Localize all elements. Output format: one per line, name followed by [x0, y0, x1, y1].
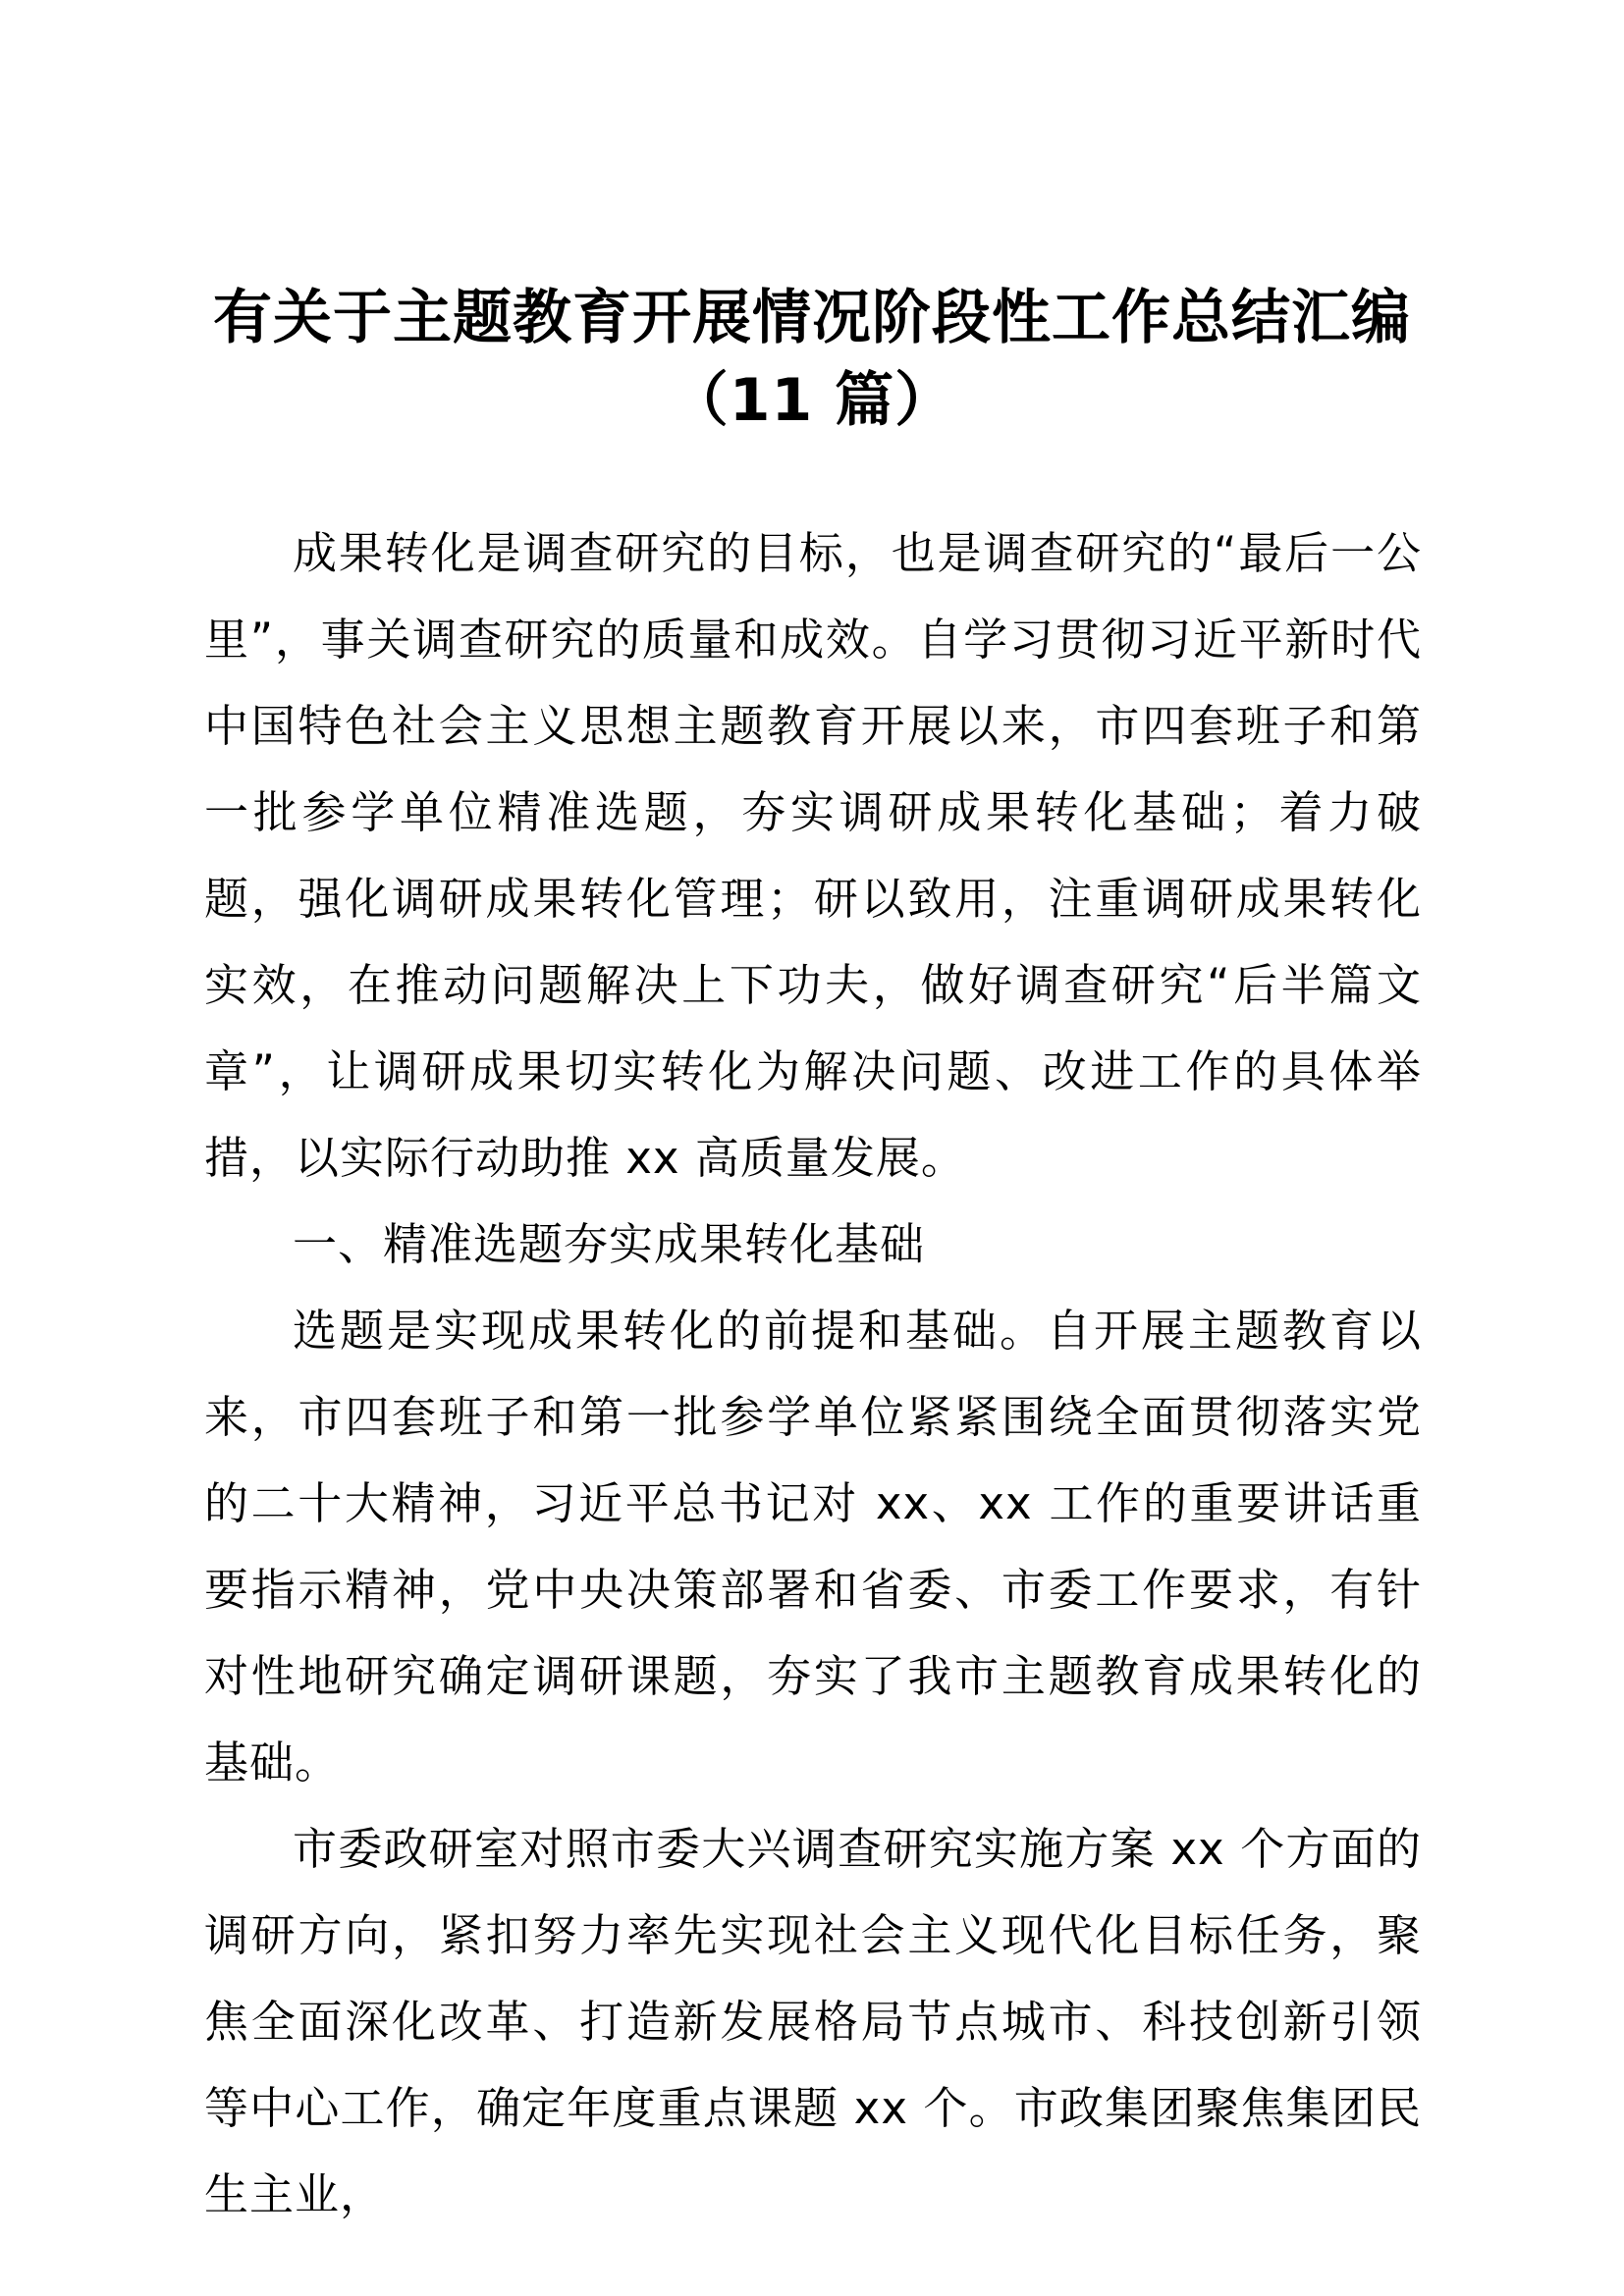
paragraph-intro: 成果转化是调查研究的目标，也是调查研究的“最后一公里”，事关调查研究的质量和成效。自学习贯彻习近平新时代中国特色社会主义思想主题教育开展以来，市四套班子和第一批参学单位精准选题，夯实调研成果转化基础；着力破题，强化调研成果转化管理；研以致用，注重调研成果转化实效，在推动问题解决上下功夫，做好调查研究“后半篇文章”，让调研成果切实转化为解决问题、改进工作的具体举措，以实际行动助推 xx 高质量发展。 — [204, 527, 1422, 1184]
section-heading-1: 一、精准选题夯实成果转化基础 — [293, 1218, 926, 1270]
paragraph-policy-office: 市委政研室对照市委大兴调查研究实施方案 xx 个方面的调研方向，紧扣努力率先实现社会主义现代化目标任务，聚焦全面深化改革、打造新发展格局节点城市、科技创新引领等中心工作，确定年度重点课题 xx 个。市政集团聚焦集团民生主业， — [204, 1823, 1422, 2220]
document-title — [147, 277, 1477, 442]
title-line-2: （11 篇） — [669, 366, 955, 435]
title-line-1: 有关于主题教育开展情况阶段性工作总结汇编 — [213, 284, 1411, 352]
document-body — [204, 510, 1422, 2238]
paragraph-topic-selection: 选题是实现成果转化的前提和基础。自开展主题教育以来，市四套班子和第一批参学单位紧紧围绕全面贯彻落实党的二十大精神，习近平总书记对 xx、xx 工作的重要讲话重要指示精神，党中央决策部署和省委、市委工作要求，有针对性地研究确定调研课题，夯实了我市主题教育成果转化的基础。 — [204, 1305, 1422, 1789]
